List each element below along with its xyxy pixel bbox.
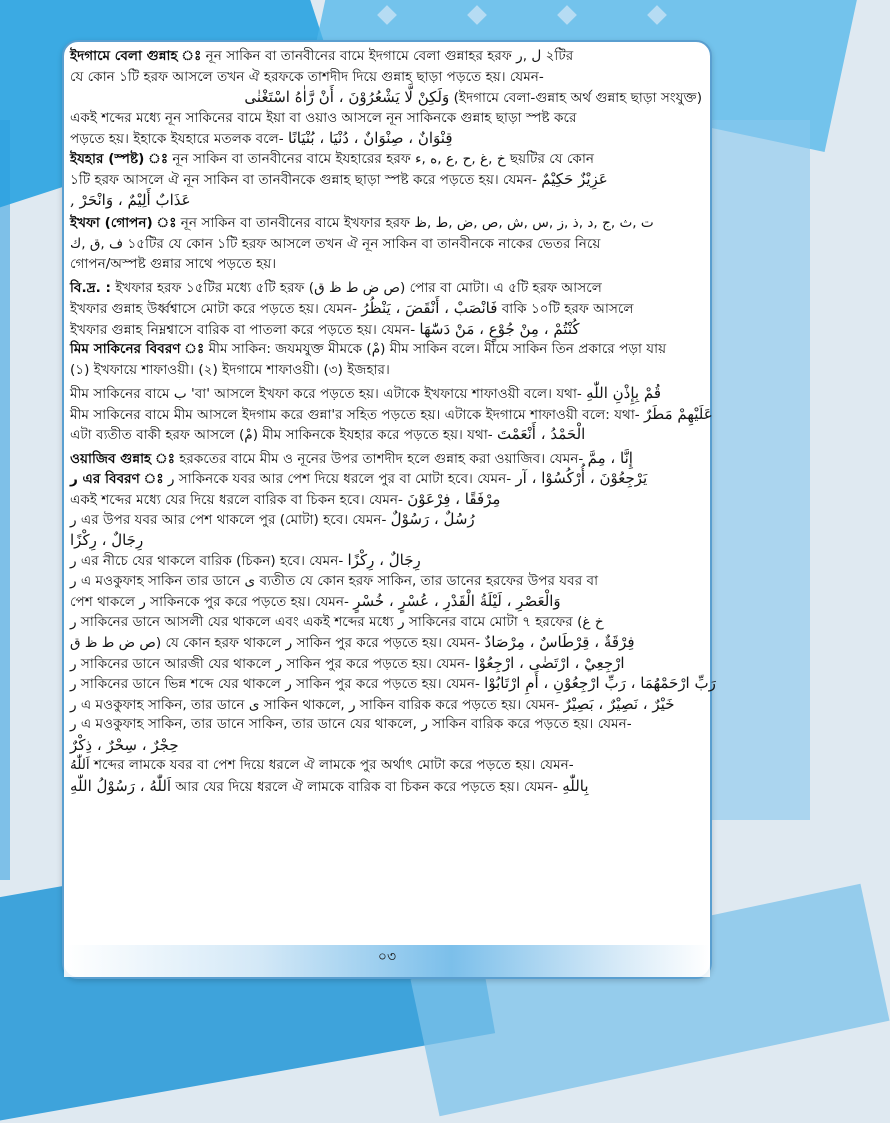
body-text: ر সাকিনের ডানে ভিন্ন শব্দে যের থাকলে ر সাকিন পুর করে পড়তে হয়। যেমন- — [70, 676, 485, 692]
text-line — [70, 489, 704, 510]
body-text: ইখফার গুন্নাহ উর্ধ্বশ্বাসে মোটা করে পড়তে হয়। যেমন- — [70, 301, 362, 317]
body-text: ১টি হরফ আসলে ঐ নূন সাকিন বা তানবীনকে গুন্নাহ ছাড়া স্পষ্ট করে পড়তে হয়। যেমন- — [70, 172, 542, 188]
text-line — [70, 319, 704, 340]
arabic-example: عَزِيْزٌ حَكِيْمٌ — [541, 170, 608, 188]
text-line — [70, 776, 704, 797]
arabic-example: رِجَالٌ ، رِكْزًا — [347, 551, 421, 569]
arabic-example: رَبِّ ارْحَمْهُمَا ، رَبِّ ارْجِعُوْنِ ، أَمِ ارْتَابُوْا — [484, 674, 716, 692]
body-text: যে কোন ১টি হরফ আসলে তখন ঐ হরফকে তাশদীদ দিয়ে গুন্নাহ ছাড়া পড়তে হয়। যেমন- — [70, 68, 544, 85]
body-text: হরকতের বামে মীম ও নূনের উপর তাশদীদ হলে গুন্নাহ করা ওয়াজিব। যেমন- — [174, 450, 588, 467]
text-line — [70, 149, 704, 170]
text-line — [70, 360, 704, 381]
body-text: গোপন/অস্পষ্ট গুন্নার সাথে পড়তে হয়। — [70, 256, 277, 272]
body-text: ف ,ق ,ك ১৫টির যে কোন ১টি হরফ আসলে তখন ঐ নূন সাকিন বা তানবীনকে নাকের ভেতর নিয়ে — [70, 235, 601, 252]
section-heading: মিম সাকিনের বিবরণ ঃ — [70, 341, 205, 357]
arabic-example: اَللّٰهُ ، رَسُوْلُ اللّٰهِ — [70, 776, 172, 795]
text-line — [70, 339, 704, 360]
section-heading: ر এর বিবরণ ঃ — [70, 471, 164, 487]
body-text: (১) ইখফায়ে শাফাওয়ী। (২) ইদগামে শাফাওয়ী। (৩) ইজহার। — [70, 361, 390, 378]
body-text: ر সাকিনকে যবর আর পেশ দিয়ে ধরলে পুর বা মোটা হবে। যেমন- — [163, 471, 516, 487]
text-line — [70, 67, 704, 88]
background-shape — [0, 120, 10, 880]
section-heading: ইখফা (গোপন) ঃ — [70, 215, 177, 231]
arabic-example: رِجَالٌ ، رِكْزًا — [70, 530, 144, 549]
body-text: নূন সাকিন বা তানবীনের বামে ইখফার হরফ ت ,ث ,ج ,د ,ذ ,ز ,س ,ش ,ص ,ض ,ط ,ظ — [176, 215, 654, 231]
body-text: মীম সাকিন: জযমযুক্ত মীমকে (مْ) মীম সাকিন বলে। মীমে সাকিন তিন প্রকারে পড়া যায় — [204, 341, 667, 357]
arabic-example: حِجْرٌ ، سِحْرٌ ، ذِكْرٌ — [70, 735, 179, 754]
text-line — [70, 383, 704, 404]
arabic-example: خَيْرٌ ، نَصِيْرٌ ، بَصِيْرٌ — [563, 694, 675, 713]
body-text: এটা ব্যতীত বাকী হরফ আসলে (مْ) মীম সাকিনকে ইযহার করে পড়তে হয়। যথা- — [70, 427, 497, 443]
text-line — [70, 612, 704, 633]
text-line — [70, 591, 704, 612]
text-line — [70, 46, 704, 67]
section-heading: ইযহার (স্পষ্ট) ঃ — [70, 150, 169, 167]
text-line — [70, 234, 704, 255]
arabic-example: كُنْتُمْ ، مِنْ جُوْعٍ ، مَنْ دَسّٰهَا — [419, 319, 580, 338]
text-line — [70, 550, 704, 571]
text-line — [70, 448, 704, 469]
text-line — [70, 424, 704, 445]
text-line — [70, 298, 704, 319]
text-line — [70, 254, 704, 275]
arabic-example: وَلَكِنْ لَّا يَشْعُرُوْنَ ، أَنْ رَّاٰهُ اسْتَغْنٰى — [244, 88, 450, 106]
text-line — [70, 169, 704, 190]
text-line — [70, 653, 704, 674]
body-text: নূন সাকিন বা তানবীনের বামে ইদগামে বেলা গুন্নাহর হরফ ل ,ر ২টির — [201, 48, 574, 64]
text-line — [70, 694, 704, 715]
text-line — [70, 571, 704, 592]
text-line — [70, 213, 704, 234]
text-line — [70, 632, 704, 653]
body-text: পড়তে হয়। ইহাকে ইযহারে মতলক বলে- — [70, 131, 289, 147]
arabic-example: بِاللّٰهِ — [562, 776, 589, 795]
arabic-example: يَرْجِعُوْنَ ، أُرْكُسُوْا ، آر — [515, 469, 648, 487]
arabic-example: إِنَّا ، مِمَّ — [587, 448, 633, 467]
page-card — [62, 40, 716, 979]
body-text: ইখফার গুন্নাহ নিম্নশ্বাসে বারিক বা পাতলা করে পড়তে হয়। যেমন- — [70, 321, 420, 338]
body-text: নূন সাকিন বা তানবীনের বামে ইযহারের হরফ خ ,غ ,ح ,ع ,ه ,ء ছয়টির যে কোন — [168, 150, 595, 167]
body-text: ر এ মওকুফাহ সাকিন, তার ডানে সাকিন, তার ডানে যের থাকলে, ر সাকিন বারিক করে পড়তে হয়। যেমন- — [70, 716, 632, 732]
text-line — [70, 530, 704, 551]
text-line — [70, 673, 716, 694]
text-line — [70, 755, 704, 776]
body-text: ر এর উপর যবর আর পেশ থাকলে পুর (মোটা) হবে। যেমন- — [70, 512, 391, 528]
body-text: ر সাকিনের ডানে আসলী যের থাকলে এবং একই শব্দের মধ্যে ر সাকিনের বামে মোটা ৭ হরফের (خ غ — [70, 613, 604, 630]
text-line — [70, 714, 704, 735]
arabic-example: فِرْقَةٌ ، قِرْطَاسٌ ، مِرْصَادٌ — [484, 633, 635, 651]
text-line — [70, 468, 704, 489]
section-heading: ওয়াজিব গুন্নাহ ঃ — [70, 450, 175, 467]
arabic-example: قُمْ بِإِذْنِ اللّٰهِ — [586, 384, 662, 402]
body-text: আর যের দিয়ে ধরলে ঐ লামকে বারিক বা চিকন করে পড়তে হয়। যেমন- — [171, 778, 563, 795]
body-text: একই শব্দের মধ্যে যের দিয়ে ধরলে বারিক বা চিকন হবে। যেমন- — [70, 491, 408, 508]
text-line — [70, 404, 713, 425]
body-text: মীম সাকিনের বামে ب 'বা' আসলে ইখফা করে পড়তে হয়। এটাকে ইখফায়ে শাফাওয়ী বলে। যথা- — [70, 386, 587, 402]
arabic-example: قِنْوَانٌ ، صِنْوَانٌ ، دُنْيَا ، بُنْيَانًا — [288, 129, 453, 147]
body-text: ص ض ط ظ ق) যে কোন হরফ থাকলে ر সাকিন পুর করে পড়তে হয়। যেমন- — [70, 635, 485, 651]
section-heading: ইদগামে বেলা গুন্নাহ ঃ — [70, 48, 202, 64]
arabic-example: رُسُلٌ ، رَسُوْلٌ — [390, 510, 475, 528]
body-text: একই শব্দের মধ্যে নূন সাকিনের বামে ইয়া বা ওয়াও আসলে নূন সাকিনকে গুন্নাহ ছাড়া স্পষ্ট করে — [70, 109, 577, 126]
body-text: ر এর নীচে যের থাকলে বারিক (চিকন) হবে। যেমন- — [70, 553, 348, 569]
body-text: ر এ মওকুফাহ সাকিন তার ডানে ى ব্যতীত যে কোন হরফ সাকিন, তার ডানের হরফের উপর যবর বা — [70, 572, 599, 589]
body-text: মীম সাকিনের বামে মীম আসলে ইদগাম করে গুন্না'র সহিত পড়তে হয়। এটাকে ইদগামে শাফাওয়ী বলে: যথা- — [70, 406, 644, 423]
section-heading: বি.দ্র. : — [70, 279, 111, 296]
arabic-example: وَالْعَصْرِ ، لَيْلَةُ الْقَدْرِ ، عُسْرٍ ، خُسْرٍ — [353, 592, 561, 610]
body-text: ইখফার হরফ ১৫টির মধ্যে ৫টি হরফ (ص ض ط ظ ق) পোর বা মোটা। এ ৫টি হরফ আসলে — [111, 279, 602, 296]
arabic-example: الْحَمْدُ ، أَنْعَمْتَ — [496, 425, 586, 443]
arabic-example: عَذَابٌ أَلِيْمٌ ، وَانْحَرْ , — [70, 190, 191, 209]
text-line — [70, 87, 704, 108]
body-text: বাকি ১০টি হরফ আসলে — [497, 301, 634, 317]
right-aligned-text — [244, 87, 702, 109]
body-text: ر এ মওকুফাহ সাকিন, তার ডানে ى সাকিন থাকলে, ر সাকিন বারিক করে পড়তে হয়। যেমন- — [70, 696, 564, 713]
text-line — [70, 190, 704, 211]
body-text: اَللّٰهُ শব্দের লামকে যবর বা পেশ দিয়ে ধরলে ঐ লামকে পুর অর্থাৎ মোটা করে পড়তে হয়। যেমন- — [70, 757, 574, 773]
page-number: ০৩ — [377, 949, 397, 965]
body-text: পেশ থাকলে ر সাকিনকে পুর করে পড়তে হয়। যেমন- — [70, 594, 354, 610]
arabic-example: مِرْفَقًا ، فِرْعَوْنَ — [407, 489, 501, 508]
text-line — [70, 735, 704, 756]
body-text: (ইদগামে বেলা-গুন্নাহ অর্থ গুন্নাহ ছাড়া সংযুক্ত) — [449, 90, 702, 106]
arabic-example: عَلَيْهِمْ مَطَرٌ — [644, 404, 713, 423]
page-text-body — [70, 46, 716, 946]
body-text: ر সাকিনের ডানে আরজী যের থাকলে ر সাকিন পুর করে পড়তে হয়। যেমন- — [70, 655, 475, 672]
text-line — [70, 278, 704, 299]
arabic-example: فَانْصَبْ ، أَنْقَضَ ، يَنْظُرُ — [361, 299, 498, 317]
text-line — [70, 128, 704, 149]
arabic-example: ارْجِعِيْ ، ارْتَضٰى ، ارْجِعُوْا — [474, 653, 625, 672]
text-line — [70, 509, 704, 530]
text-line — [70, 108, 704, 129]
